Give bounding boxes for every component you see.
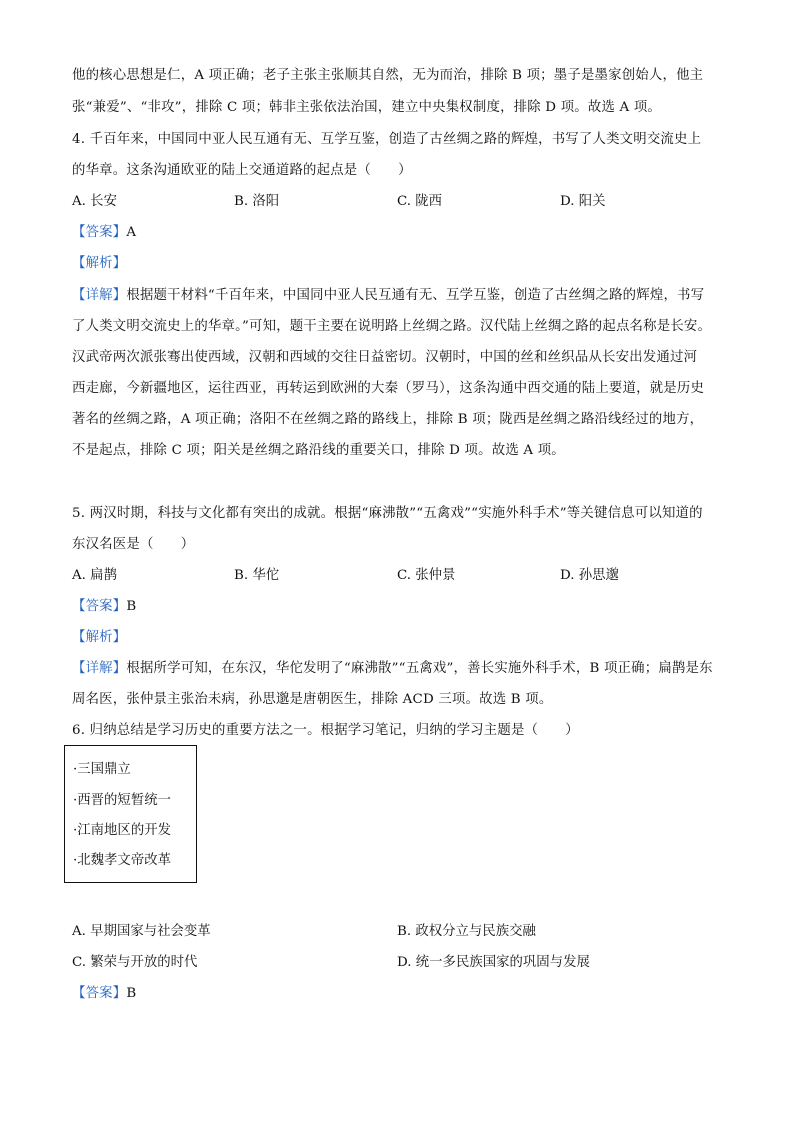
q6-answer-value: B	[126, 986, 137, 1001]
q6-answer-tag: 【答案】	[72, 986, 127, 1001]
q5-stem-line-1: 5. 两汉时期，科技与文化都有突出的成就。根据“麻沸散”“五禽戏”“实施外科手术”等关键信息可以知道的	[72, 506, 703, 521]
q5-analysis-tag: 【解析】	[72, 630, 127, 645]
q4-detail-line-5: 著名的丝绸之路，A 项正确；洛阳不在丝绸之路的路线上，排除 B 项；陇西是丝绸之路沿线经过的地方，	[72, 412, 704, 427]
continuation-line-1: 他的核心思想是仁，A 项正确；老子主张主张顺其自然，无为而治，排除 B 项；墨子是墨家创始人，他主	[72, 68, 704, 83]
q4-option-a: A. 长安	[72, 194, 117, 209]
q4-answer	[72, 224, 136, 242]
q5-answer-tag: 【答案】	[72, 599, 127, 614]
q4-option-c: C. 陇西	[397, 194, 443, 209]
q4-detail-line-1	[72, 287, 704, 305]
continuation-line-2: 张“兼爱”、“非攻”，排除 C 项；韩非主张依法治国，建立中央集权制度，排除 D 项。故选 A 项。	[72, 100, 662, 115]
q4-stem-line-1: 4. 千百年来，中国同中亚人民互通有无、互学互鉴，创造了古丝绸之路的辉煌，书写了人类文明交流史上	[72, 132, 702, 147]
q5-detail-line-2: 周名医，张仲景主张治未病，孙思邈是唐朝医生，排除 ACD 三项。故选 B 项。	[72, 692, 553, 707]
q6-option-b: B. 政权分立与民族交融	[397, 924, 536, 939]
q4-answer-tag: 【答案】	[72, 225, 127, 240]
note-item: ·西晋的短暂统一	[73, 793, 171, 808]
q6-option-a: A. 早期国家与社会变革	[72, 924, 211, 939]
note-item: ·三国鼎立	[73, 762, 131, 777]
q4-option-d: D. 阳关	[560, 194, 606, 209]
study-notes-box	[64, 745, 197, 883]
q5-option-c: C. 张仲景	[397, 568, 456, 583]
q4-detail-line-6: 不是起点，排除 C 项；阳关是丝绸之路沿线的重要关口，排除 D 项。故选 A 项。	[72, 443, 565, 458]
q4-detail-line-4: 西走廊，今新疆地区，运往西亚，再转运到欧洲的大秦（罗马），这条沟通中西交通的陆上要道，就是历史	[72, 381, 705, 396]
note-item: ·江南地区的开发	[73, 823, 171, 838]
q5-stem-line-2: 东汉名医是（ ）	[72, 537, 195, 552]
q5-answer-value: B	[126, 599, 137, 614]
q5-detail-line-1	[72, 660, 713, 678]
q5-detail-tag: 【详解】	[72, 661, 127, 676]
q5-option-a: A. 扁鹊	[72, 568, 117, 583]
q6-option-c: C. 繁荣与开放的时代	[72, 955, 198, 970]
q5-answer	[72, 598, 136, 616]
q4-option-b: B. 洛阳	[234, 194, 280, 209]
q5-option-d: D. 孙思邈	[560, 568, 619, 583]
q5-option-b: B. 华佗	[234, 568, 280, 583]
q4-answer-value: A	[126, 225, 137, 240]
q4-detail-tag: 【详解】	[72, 288, 127, 303]
q4-analysis-tag: 【解析】	[72, 256, 127, 271]
q6-answer	[72, 985, 136, 1003]
note-item: ·北魏孝文帝改革	[73, 853, 171, 868]
q6-option-d: D. 统一多民族国家的巩固与发展	[397, 955, 590, 970]
q4-detail-text-1: 根据题干材料“千百年来，中国同中亚人民互通有无、互学互鉴，创造了古丝绸之路的辉煌，书写	[126, 288, 705, 303]
q4-detail-line-2: 了人类文明交流史上的华章。”可知，题干主要在说明路上丝绸之路。汉代陆上丝绸之路的起点名称是长安。	[72, 319, 712, 334]
q6-stem: 6. 归纳总结是学习历史的重要方法之一。根据学习笔记，归纳的学习主题是（ ）	[72, 723, 579, 738]
q4-stem-line-2: 的华章。这条沟通欧亚的陆上交通道路的起点是（ ）	[72, 163, 412, 178]
q5-detail-text-1: 根据所学可知，在东汉，华佗发明了“麻沸散”“五禽戏”，善长实施外科手术，B 项正确；扁鹊是东	[126, 661, 713, 676]
q4-detail-line-3: 汉武帝两次派张骞出使西域，汉朝和西域的交往日益密切。汉朝时，中国的丝和丝织品从长安出发通过河	[72, 350, 698, 365]
